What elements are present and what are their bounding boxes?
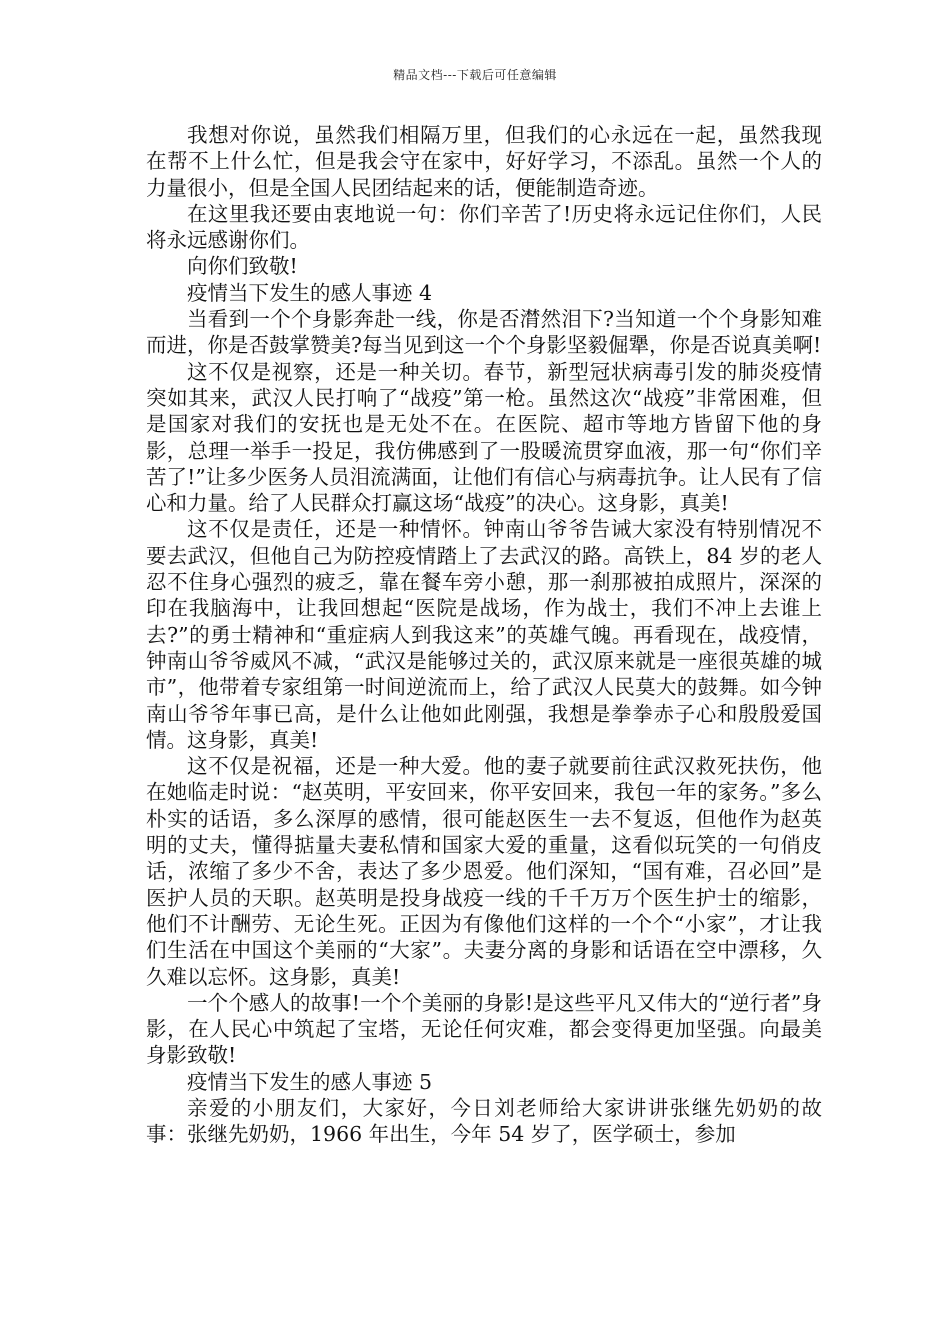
paragraph: 这不仅是视察，还是一种关切。春节，新型冠状病毒引发的肺炎疫情突如其来，武汉人民打响了“战疫”第一枪。虽然这次“战疫”非常困难，但是国家对我们的安抚也是无处不在。在医院、超市等地方皆留下他的身影，总理一举手一投足，我仿佛感到了一股暖流贯穿血液，那一句“你们辛苦了!”让多少医务人员泪流满面，让他们有信心与病毒抗争。让人民有了信心和力量。给了人民群众打赢这场“战疫”的决心。这身影，真美! [146, 359, 822, 516]
paragraph: 在这里我还要由衷地说一句：你们辛苦了!历史将永远记住你们，人民将永远感谢你们。 [146, 201, 822, 253]
paragraph: 这不仅是祝福，还是一种大爱。他的妻子就要前往武汉救死扶伤，他在她临走时说：“赵英明，平安回来，你平安回来，我包一年的家务。”多么朴实的话语，多么深厚的感情，很可能赵医生一去不复返，但他作为赵英明的丈夫，懂得掂量夫妻私情和国家大爱的重量，这看似玩笑的一句俏皮话，浓缩了多少不舍，表达了多少恩爱。他们深知，“国有难，召必回”是医护人员的天职。赵英明是投身战疫一线的千千万万个医生护士的缩影，他们不计酬劳、无论生死。正因为有像他们这样的一个个“小家”，才让我们生活在中国这个美丽的“大家”。夫妻分离的身影和话语在空中漂移，久久难以忘怀。这身影，真美! [146, 754, 822, 989]
paragraph: 我想对你说，虽然我们相隔万里，但我们的心永远在一起，虽然我现在帮不上什么忙，但是我会守在家中，好好学习，不添乱。虽然一个人的力量很小，但是全国人民团结起来的话，便能制造奇迹。 [146, 123, 822, 200]
paragraph: 当看到一个个身影奔赴一线，你是否潸然泪下?当知道一个个身影知难而进，你是否鼓掌赞美?每当见到这一个个身影坚毅倔犟，你是否说真美啊! [146, 307, 822, 358]
document-body [146, 122, 822, 1148]
section-heading: 疫情当下发生的感人事迹 5 [187, 1069, 433, 1094]
page-header: 精品文档---下载后可任意编辑 [393, 68, 557, 82]
paragraph: 一个个感人的故事!一个个美丽的身影!是这些平凡又伟大的“逆行者”身影，在人民心中筑起了宝塔，无论任何灾难，都会变得更加坚强。向最美身影致敬! [146, 990, 822, 1068]
paragraph: 这不仅是责任，还是一种情怀。钟南山爷爷告诫大家没有特别情况不要去武汉，但他自己为防控疫情踏上了去武汉的路。高铁上，84 岁的老人忍不住身心强烈的疲乏，靠在餐车旁小憩，那一刹那被拍成照片，深深的印在我脑海中，让我回想起“医院是战场，作为战士，我们不冲上去谁上去?”的勇士精神和“重症病人到我这来”的英雄气魄。再看现在，战疫情，钟南山爷爷威风不减，“武汉是能够过关的，武汉原来就是一座很英雄的城市”，他带着专家组第一时间逆流而上，给了武汉人民莫大的鼓舞。如今钟南山爷爷年事已高，是什么让他如此刚强，我想是拳拳赤子心和殷殷爱国情。这身影，真美! [146, 517, 822, 752]
paragraph: 向你们致敬! [187, 254, 298, 279]
paragraph: 亲爱的小朋友们，大家好，今日刘老师给大家讲讲张继先奶奶的故事：张继先奶奶，1966 年出生，今年 54 岁了，医学硕士，参加 [146, 1095, 822, 1147]
section-heading: 疫情当下发生的感人事迹 4 [187, 280, 433, 305]
